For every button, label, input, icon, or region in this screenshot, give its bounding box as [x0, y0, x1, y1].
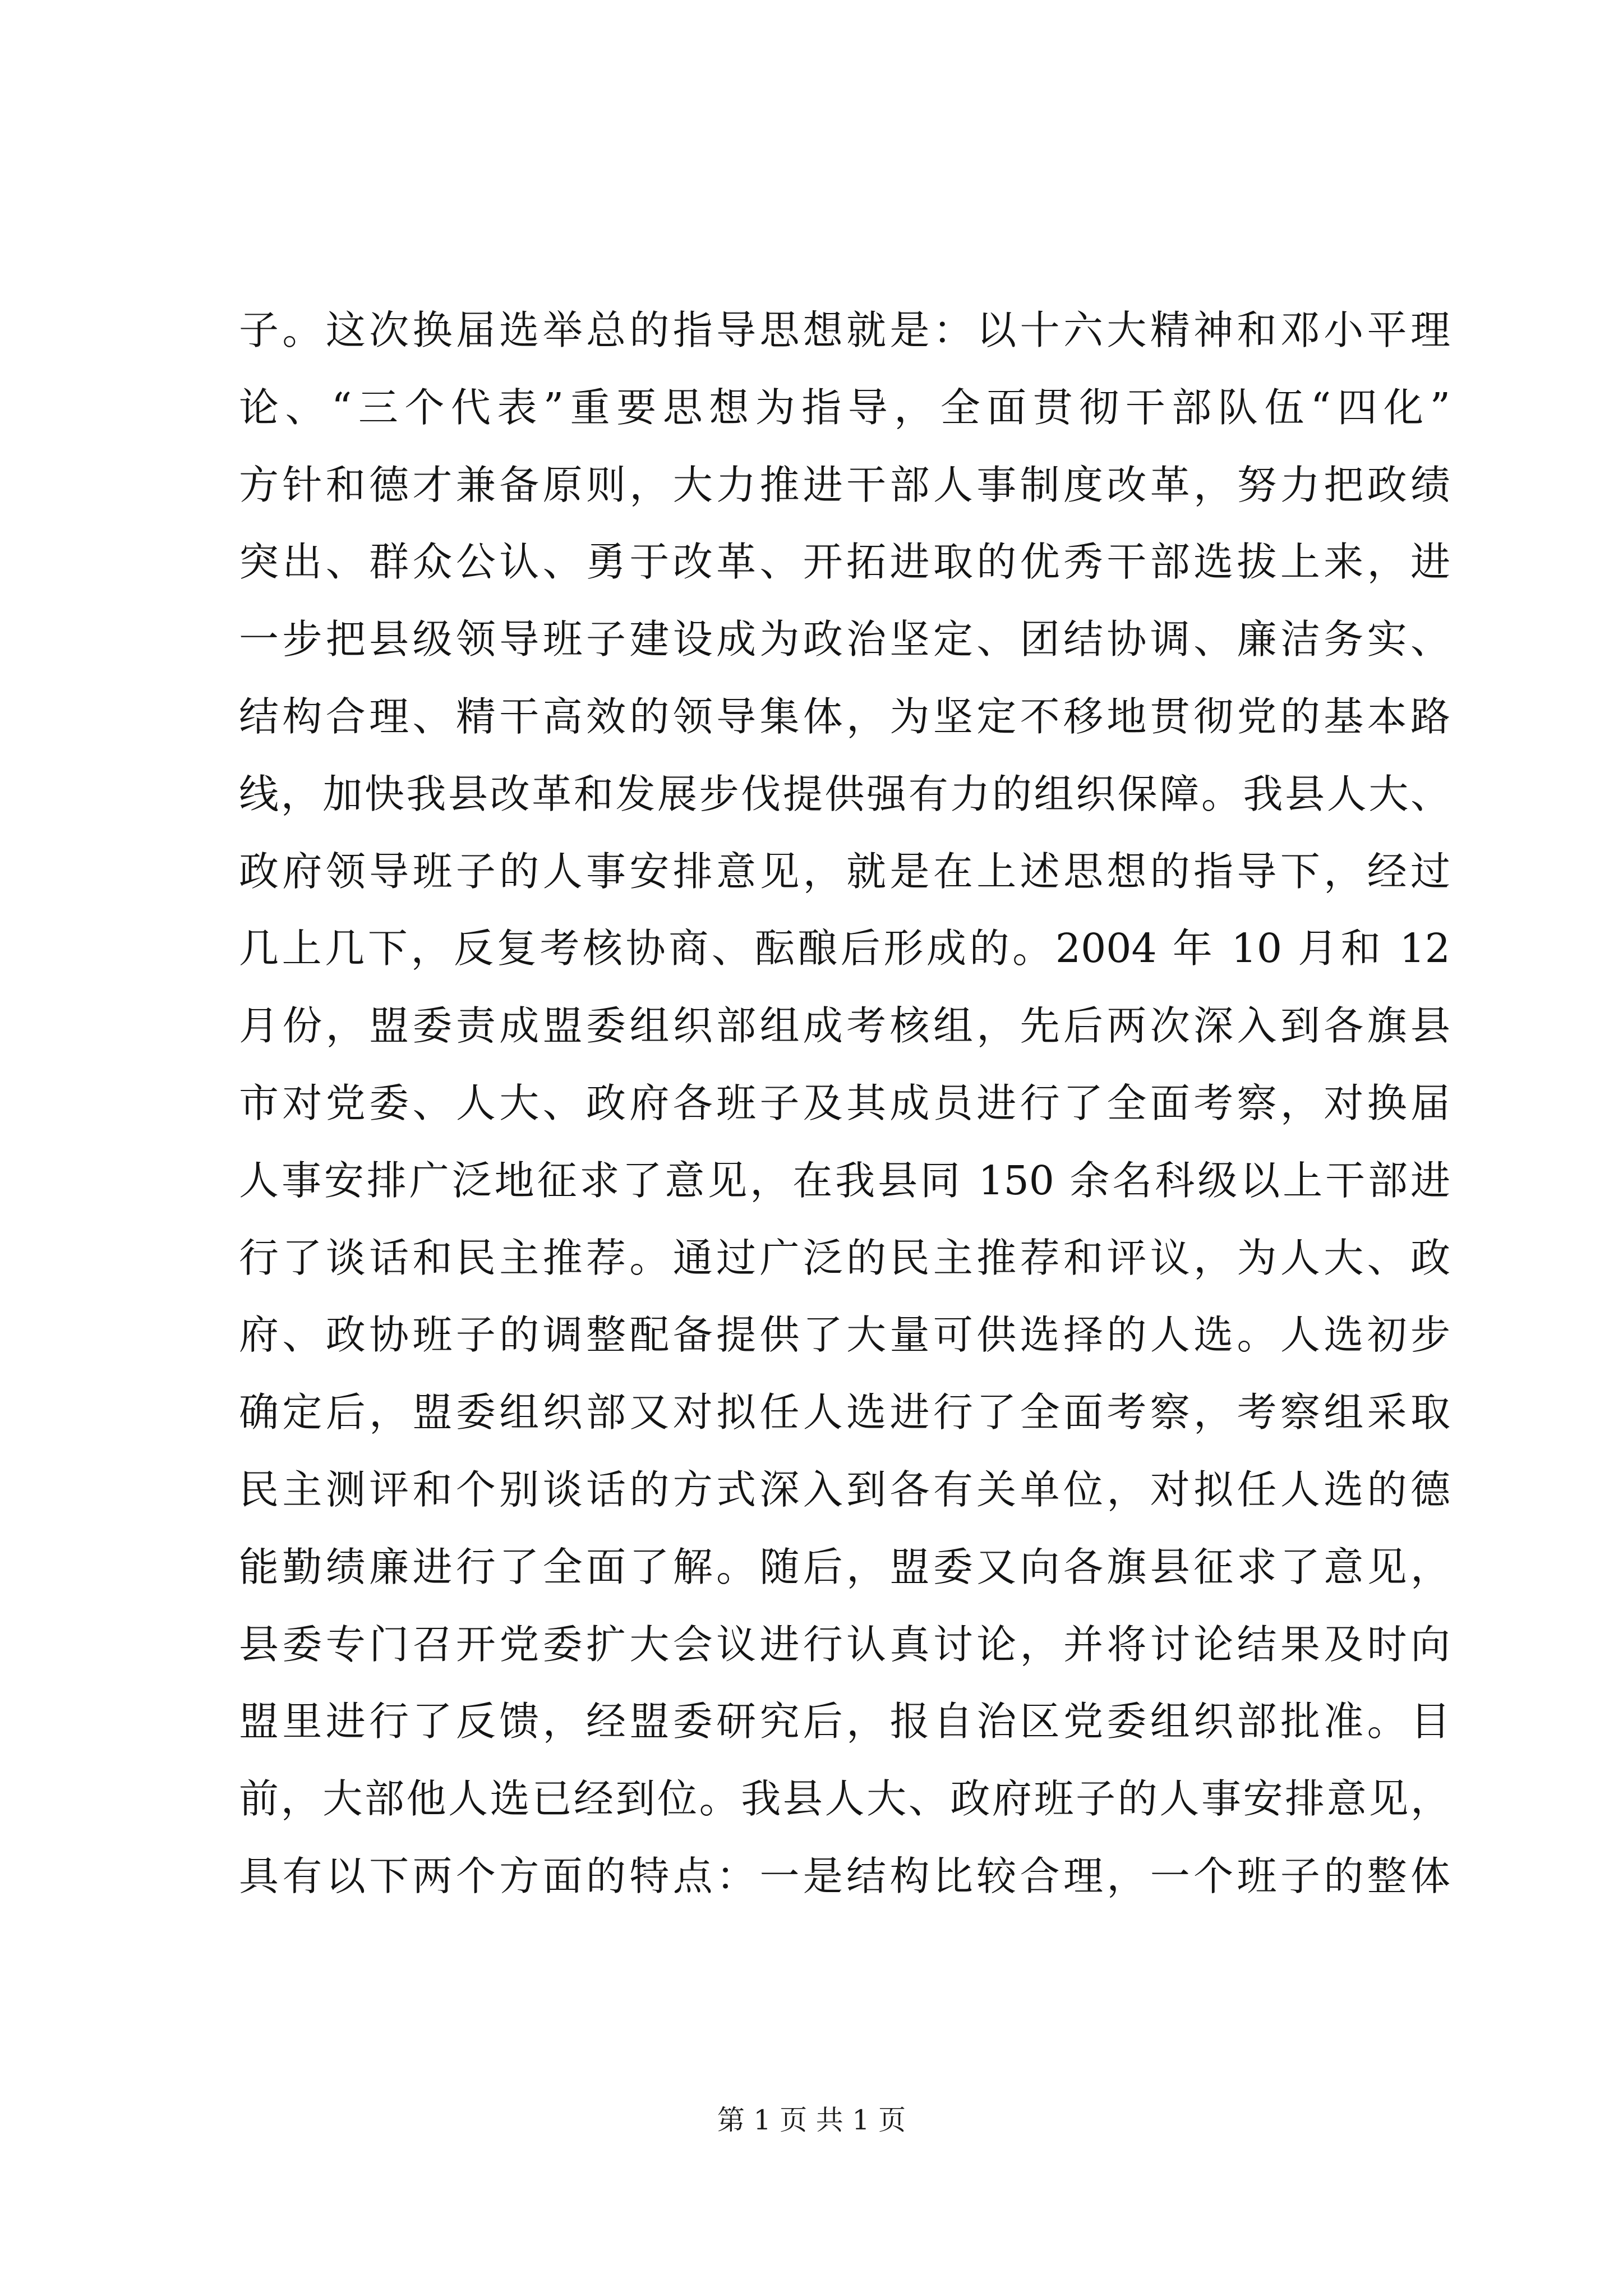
- text-line: 结构合理、精干高效的领导集体，为坚定不移地贯彻党的基本路: [239, 693, 1450, 740]
- text-line: 前，大部他人选已经到位。我县人大、政府班子的人事安排意见，: [239, 1775, 1450, 1823]
- text-line: 方针和德才兼备原则，大力推进干部人事制度改革，努力把政绩: [239, 461, 1450, 508]
- text-line: 行了谈话和民主推荐。通过广泛的民主推荐和评议，为人大、政: [239, 1234, 1450, 1281]
- text-line: 一步把县级领导班子建设成为政治坚定、团结协调、廉洁务实、: [239, 616, 1450, 663]
- text-line: 月份，盟委责成盟委组织部组成考核组，先后两次深入到各旗县: [239, 1002, 1450, 1050]
- text-line: 能勤绩廉进行了全面了解。随后，盟委又向各旗县征求了意见，: [239, 1543, 1450, 1590]
- body-text: [239, 292, 1450, 1915]
- text-line: 府、政协班子的调整配备提供了大量可供选择的人选。人选初步: [239, 1312, 1450, 1359]
- text-line: 市对党委、人大、政府各班子及其成员进行了全面考察，对换届: [239, 1079, 1450, 1126]
- text-line: 几上几下，反复考核协商、酝酿后形成的。2004 年 10 月和 12: [239, 925, 1450, 972]
- text-line: 论、“三个代表”重要思想为指导，全面贯彻干部队伍“四化”: [239, 384, 1450, 431]
- text-line: 人事安排广泛地征求了意见，在我县同 150 余名科级以上干部进: [239, 1157, 1450, 1204]
- text-line: 政府领导班子的人事安排意见，就是在上述思想的指导下，经过: [239, 848, 1450, 895]
- text-line: 民主测评和个别谈话的方式深入到各有关单位，对拟任人选的德: [239, 1466, 1450, 1513]
- text-line: 确定后，盟委组织部又对拟任人选进行了全面考察，考察组采取: [239, 1389, 1450, 1436]
- text-line: 盟里进行了反馈，经盟委研究后，报自治区党委组织部批准。目: [239, 1698, 1450, 1745]
- text-line: 县委专门召开党委扩大会议进行认真讨论，并将讨论结果及时向: [239, 1621, 1450, 1668]
- text-line: 突出、群众公认、勇于改革、开拓进取的优秀干部选拔上来，进: [239, 539, 1450, 586]
- text-line: 线，加快我县改革和发展步伐提供强有力的组织保障。我县人大、: [239, 770, 1450, 817]
- text-line: 子。这次换届选举总的指导思想就是：以十六大精神和邓小平理: [239, 307, 1450, 353]
- page-number-footer: 第 1 页 共 1 页: [717, 2104, 906, 2136]
- text-line: 具有以下两个方面的特点：一是结构比较合理，一个班子的整体: [239, 1852, 1450, 1899]
